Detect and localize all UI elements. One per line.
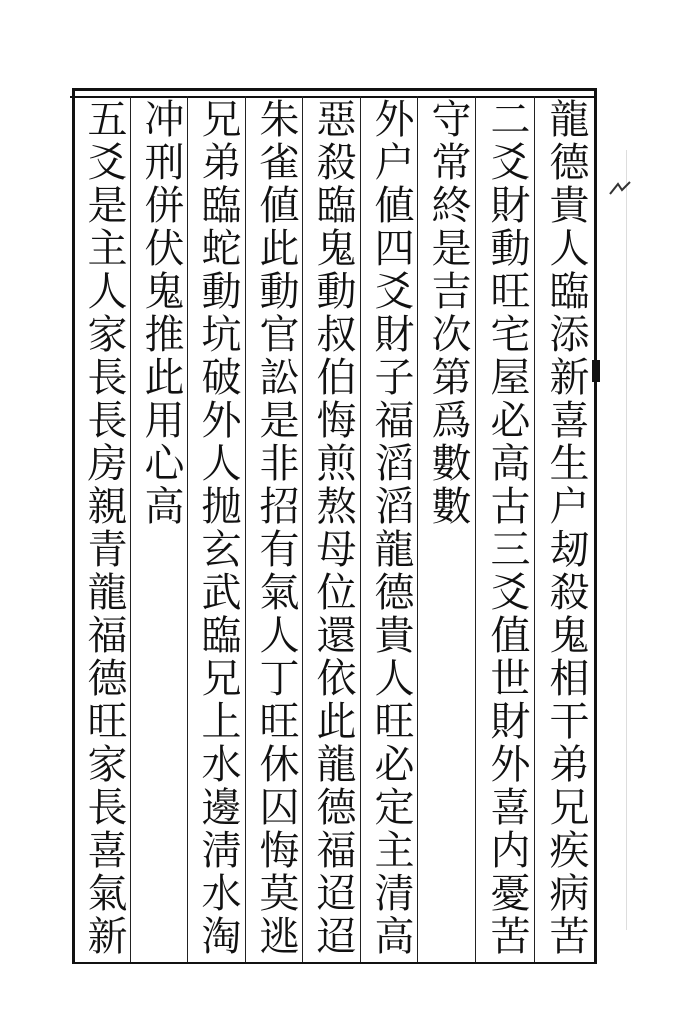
column-rule [475, 96, 476, 962]
text-column-8: 冲刑併伏鬼推此用心高 [138, 98, 184, 528]
column-rule [534, 96, 535, 962]
column-rule [245, 96, 246, 962]
text-column-1: 龍德貴人臨添新喜生户刼殺鬼相干弟兄疾病苦 [543, 98, 589, 958]
frame-top-border [72, 88, 596, 91]
margin-mark-icon [608, 180, 632, 200]
text-column-4: 外户値四爻財子福滔滔龍德貴人旺必定主清高 [368, 98, 414, 958]
column-rule [360, 96, 361, 962]
fold-mark [592, 360, 600, 382]
text-column-3: 守常終是吉次第爲數數 [425, 98, 471, 528]
text-column-5: 惡殺臨鬼動叔伯悔煎熬母位還依此龍德福迢迢 [310, 98, 356, 958]
text-column-7: 兄弟臨蛇動坑破外人抛玄武臨兄上水邊淸水淘 [195, 98, 241, 958]
text-column-9: 五爻是主人家長長房親青龍福德旺家長喜氣新 [81, 98, 127, 958]
text-column-6: 朱雀値此動官訟是非招有氣人丁旺休囚悔莫逃 [253, 98, 299, 958]
text-column-2: 二爻財動旺宅屋必高古三爻值世財外喜内憂苦 [484, 98, 530, 958]
page-edge-line [626, 150, 627, 930]
frame-right-border [594, 88, 597, 964]
frame-bottom-border [72, 962, 597, 964]
frame-left-border [72, 88, 75, 964]
